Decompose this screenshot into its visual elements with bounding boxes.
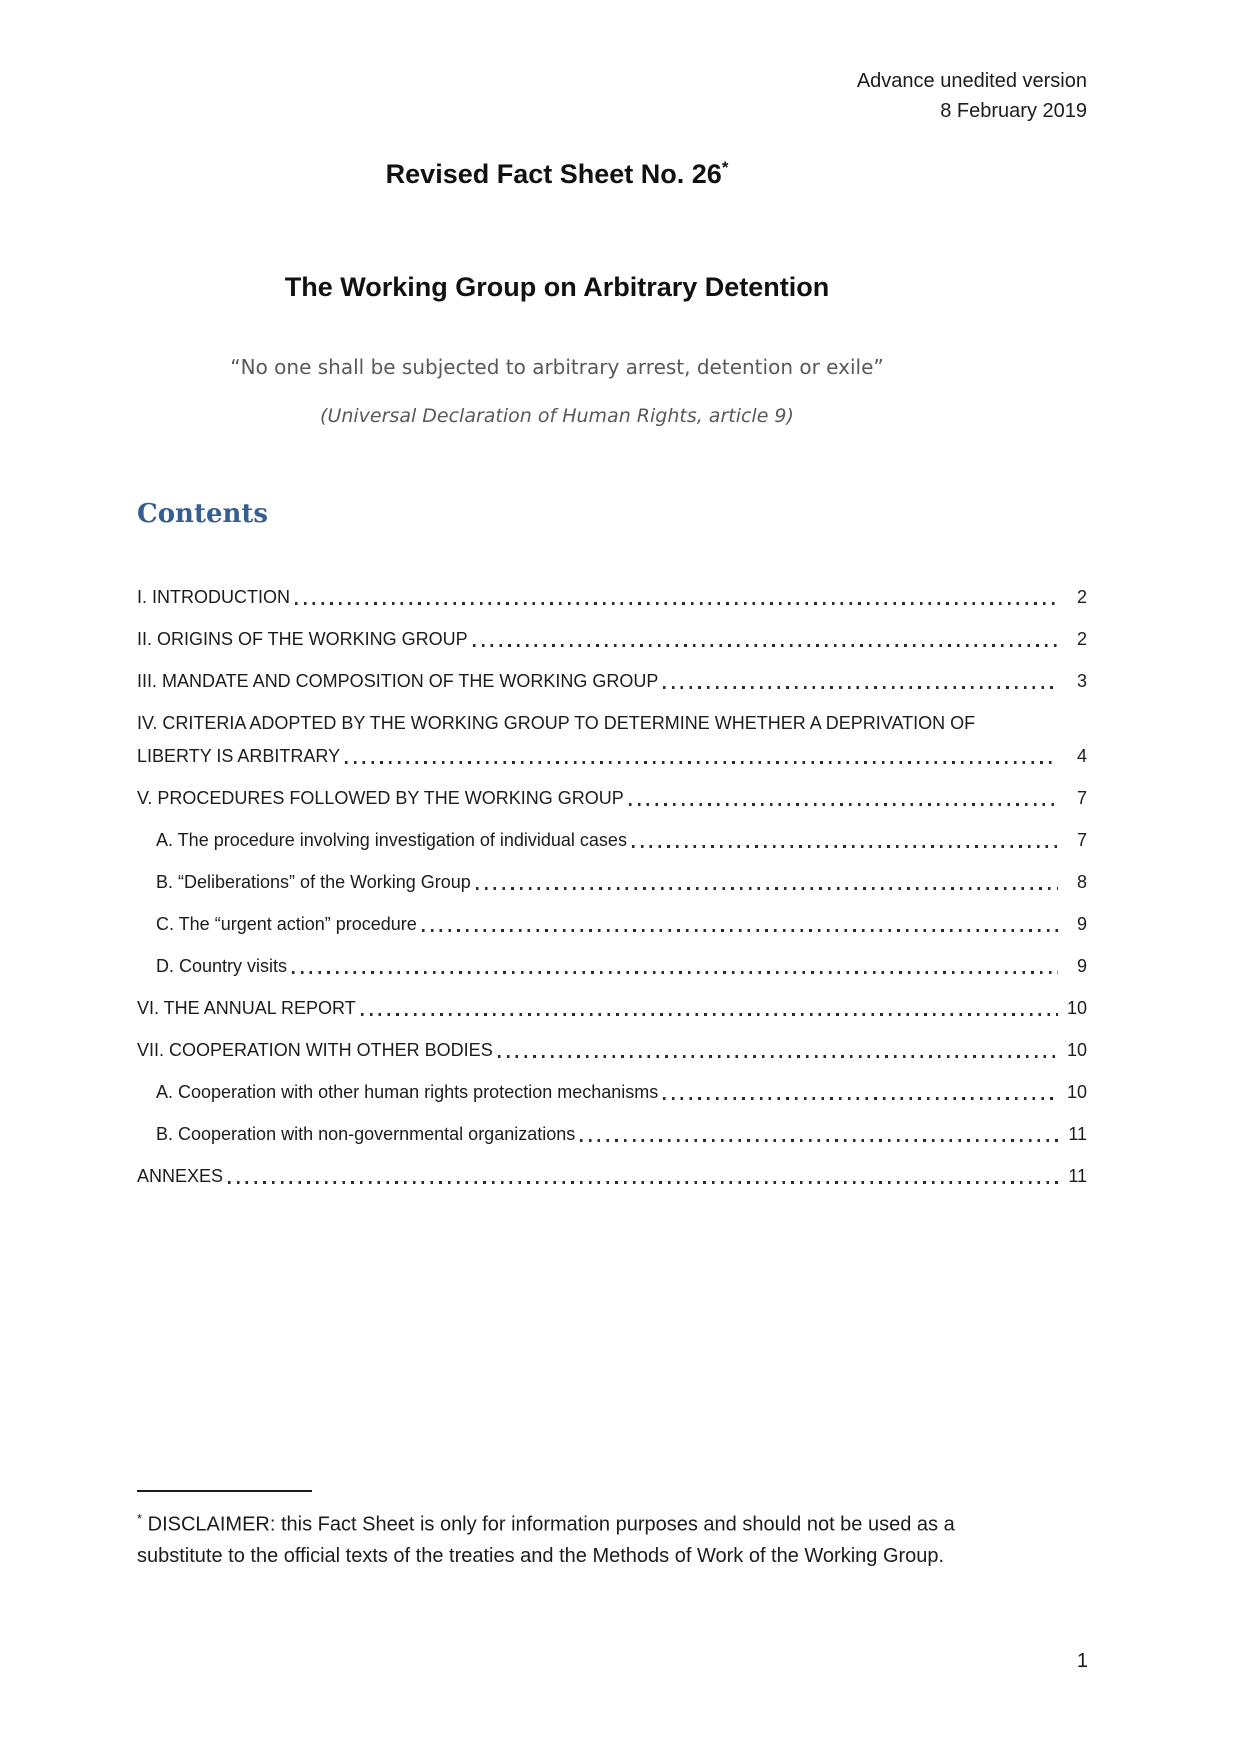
toc-page-number: 2 [1076,629,1087,649]
toc-entry-line [137,669,1087,693]
toc-page-number: 9 [1076,956,1087,976]
toc-entry [137,1122,1087,1146]
quote-citation: (Universal Declaration of Human Rights, article 9) [320,405,794,427]
toc-page-number: 4 [1076,746,1087,766]
toc-label: III. MANDATE AND COMPOSITION OF THE WORKING GROUP [137,671,659,691]
toc-entry-line [137,1164,1087,1188]
footnote [137,1490,1043,1572]
header-version-line: Advance unedited version [856,70,1087,92]
toc-label: B. Cooperation with non-governmental organizations [156,1124,576,1144]
toc-label: II. ORIGINS OF THE WORKING GROUP [137,629,468,649]
toc-label: I. INTRODUCTION [137,587,290,607]
footnote-marker: * [137,1511,143,1526]
toc-entry [137,669,1087,693]
toc-entry-line [137,744,1087,768]
toc-leader-dots [476,887,1058,890]
toc-list [137,585,1087,1188]
toc-page-number: 10 [1066,1040,1087,1060]
toc-label: V. PROCEDURES FOLLOWED BY THE WORKING GROUP [137,788,624,808]
toc-entry-line [156,828,1087,852]
toc-page-number: 7 [1076,830,1087,850]
toc-leader-dots [498,1055,1058,1058]
footnote-body: DISCLAIMER: this Fact Sheet is only for information purposes and should not be used as a substitute to the official texts of the treaties and the Methods of Work of the Working Group. [137,1513,955,1567]
toc-label: VII. COOPERATION WITH OTHER BODIES [137,1040,493,1060]
toc-entry [137,1080,1087,1104]
toc-entry [137,870,1087,894]
toc-entry [137,1038,1087,1062]
toc-label: VI. THE ANNUAL REPORT [137,998,356,1018]
toc-entry [137,1164,1087,1188]
toc-entry-line [156,1080,1087,1104]
footnote-separator-rule [137,1490,312,1492]
toc-page-number: 10 [1066,998,1087,1018]
toc-entry-line [156,954,1087,978]
title-footnote-marker: * [721,158,729,177]
toc-leader-dots [663,686,1058,689]
toc-label: D. Country visits [156,956,288,976]
toc-entry-line [137,1038,1087,1062]
toc-entry-line [156,912,1087,936]
page-number: 1 [1076,1650,1088,1672]
toc-leader-dots [580,1139,1058,1142]
toc-entry [137,954,1087,978]
toc-leader-dots [295,602,1058,605]
toc-leader-dots [422,929,1058,932]
document-header [137,66,1087,126]
quote-text: “No one shall be subjected to arbitrary arrest, detention or exile” [230,355,884,379]
toc-entry-line [137,996,1087,1020]
toc-label: A. Cooperation with other human rights protection mechanisms [156,1082,659,1102]
toc-entry-line [156,870,1087,894]
toc-page-number: 11 [1068,1166,1087,1186]
toc-entry-line [137,786,1087,810]
header-date-line: 8 February 2019 [940,100,1087,122]
footnote-text [137,1503,1043,1572]
toc-label: A. The procedure involving investigation of individual cases [156,830,627,850]
toc-entry [137,828,1087,852]
toc-page-number: 8 [1076,872,1087,892]
toc-page-number: 3 [1076,671,1087,691]
toc-label: B. “Deliberations” of the Working Group [156,872,471,892]
toc-entry [137,786,1087,810]
toc-entry [137,996,1087,1020]
toc-leader-dots [292,971,1058,974]
toc-entry-line [156,1122,1087,1146]
toc-page-number: 11 [1068,1124,1087,1144]
toc-leader-dots [345,761,1058,764]
document-subtitle: The Working Group on Arbitrary Detention [284,272,830,302]
toc-label-wrap-line: IV. CRITERIA ADOPTED BY THE WORKING GROUP TO DETERMINE WHETHER A DEPRIVATION OF [137,713,976,733]
toc-entry [137,711,1087,768]
toc-page-number: 9 [1076,914,1087,934]
toc-label: C. The “urgent action” procedure [156,914,417,934]
toc-entry [137,585,1087,609]
toc-leader-dots [473,644,1058,647]
toc-leader-dots [228,1181,1058,1184]
toc-page-number: 10 [1066,1082,1087,1102]
document-title-text: Revised Fact Sheet No. 26 [385,159,722,189]
document-title [137,158,977,190]
toc-entry [137,912,1087,936]
toc-label: LIBERTY IS ARBITRARY [137,746,341,766]
contents-heading: Contents [137,499,269,529]
toc-entry-line [137,627,1087,651]
toc-entry [137,627,1087,651]
toc-leader-dots [629,803,1058,806]
toc-page-number: 2 [1076,587,1087,607]
toc-label: ANNEXES [137,1166,224,1186]
title-block [137,158,977,427]
toc-leader-dots [361,1013,1058,1016]
toc-leader-dots [663,1097,1058,1100]
toc-entry-line [137,585,1087,609]
toc-page-number: 7 [1076,788,1087,808]
toc-leader-dots [632,845,1058,848]
